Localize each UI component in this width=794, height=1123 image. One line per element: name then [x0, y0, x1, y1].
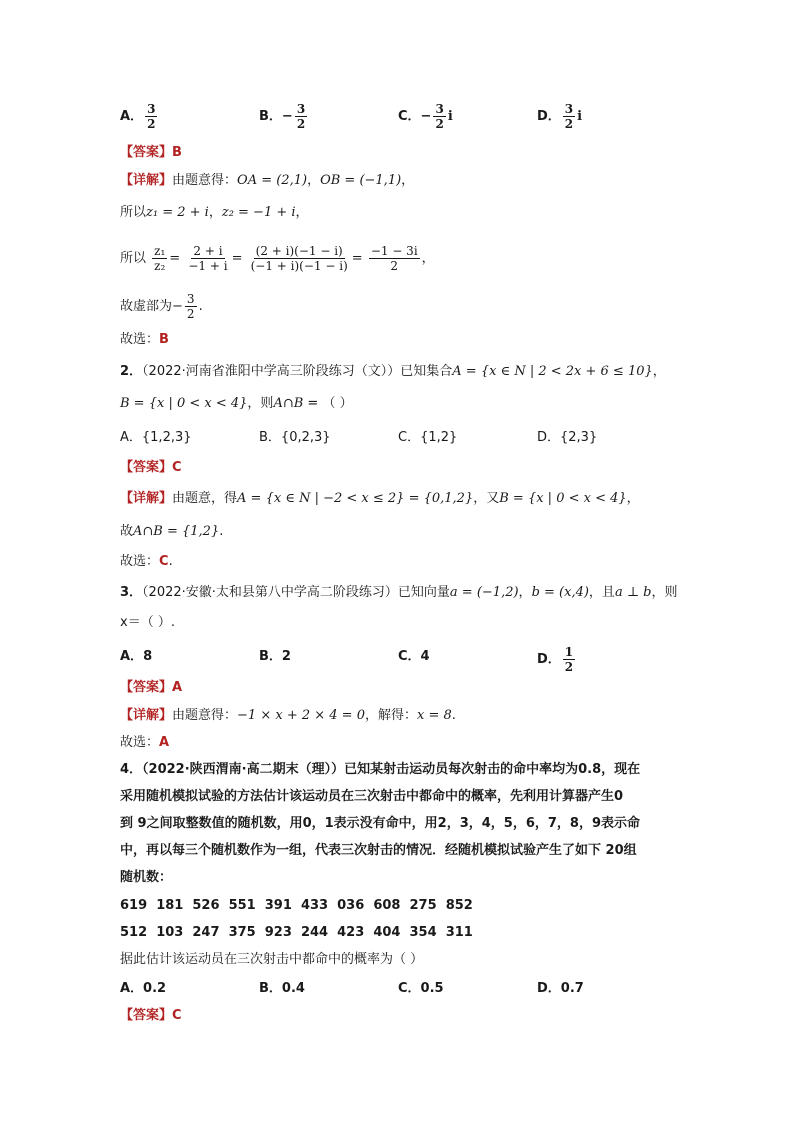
q2-stem-line2: B = {x | 0 < x < 4}，则A∩B = （ ） [120, 396, 353, 411]
q3-select: 故选：A [120, 735, 170, 750]
q2-option-a: A．{1,2,3} [120, 430, 192, 445]
q4-option-a: A．0.2 [120, 981, 167, 996]
q3-option-a: A．8 [120, 649, 153, 664]
q2-stem-line1: 2．（2022·河南省淮阳中学高三阶段练习（文））已知集合A = {x ∈ N | 2 < 2x + 6 ≤ 10}， [120, 364, 666, 379]
q1-select: 故选：B [120, 332, 169, 347]
q1-option-c: C．− $\frac{3}{2}$ i [398, 102, 453, 131]
q2-select: 故选：C. [120, 554, 173, 569]
q4-question: 据此估计该运动员在三次射击中都命中的概率为（ ） [120, 952, 424, 967]
q2-option-d: D．{2,3} [537, 430, 598, 445]
q4-random-numbers-row2: 512 103 247 375 923 244 423 404 354 311 [120, 925, 473, 940]
q3-option-b: B．2 [259, 649, 291, 664]
q3-option-d: D． $\frac{1}{2}$ [537, 645, 574, 674]
q3-option-c: C．4 [398, 649, 430, 664]
q1-detail-line1: 【详解】由题意得：OA = (2,1)，OB = (−1,1)， [120, 173, 415, 188]
q4-option-c: C．0.5 [398, 981, 444, 996]
q3-stem-line2: x＝（ ）. [120, 615, 175, 630]
q4-answer: 【答案】C [120, 1008, 182, 1023]
q2-option-c: C．{1,2} [398, 430, 458, 445]
q4-option-d: D．0.7 [537, 981, 584, 996]
q4-stem-line1: 4．（2022·陕西渭南·高二期末（理））已知某射击运动员每次射击的命中率均为0.8，现在 [120, 762, 641, 777]
q2-option-b: B．{0,2,3} [259, 430, 331, 445]
q4-stem-line5: 随机数： [120, 870, 173, 885]
q1-option-a: A． $\frac{3}{2}$ [120, 102, 156, 131]
q1-detail-line3: 所以 $\frac{\text{z₁}}{\text{z₂}}$ = $\frac{2 + i}{-1 + i}$ = $\frac{(2 + i)(-1 - i)}{(-1 + i)(-1 - i)}$ = $\frac{-1 - 3i}{2}$ ， [120, 244, 435, 273]
q1-detail-line2: 所以z₁ = 2 + i，z₂ = −1 + i， [120, 205, 309, 220]
q2-detail-line1: 【详解】由题意，得A = {x ∈ N | −2 < x ≤ 2} = {0,1,2}，又B = {x | 0 < x < 4}， [120, 491, 640, 506]
q2-answer: 【答案】C [120, 460, 182, 475]
q4-stem-line2: 采用随机模拟试验的方法估计该运动员在三次射击中都命中的概率，先利用计算器产生0 [120, 789, 624, 804]
q1-option-d: D． $\frac{3}{2}$ i [537, 102, 583, 131]
q3-detail: 【详解】由题意得：−1 × x + 2 × 4 = 0，解得：x = 8. [120, 708, 456, 723]
q2-detail-line2: 故A∩B = {1,2}. [120, 524, 224, 539]
q4-option-b: B．0.4 [259, 981, 305, 996]
q1-detail-line4: 故虚部为− $\frac{3}{2}$ . [120, 292, 203, 321]
q3-answer: 【答案】A [120, 680, 183, 695]
q4-stem-line3: 到 9之间取整数值的随机数，用0，1表示没有命中，用2，3，4，5，6，7，8，9表示命 [120, 816, 641, 831]
q4-random-numbers-row1: 619 181 526 551 391 433 036 608 275 852 [120, 898, 473, 913]
q4-stem-line4: 中，再以每三个随机数作为一组，代表三次射击的情况．经随机模拟试验产生了如下 20组 [120, 843, 637, 858]
q1-answer: 【答案】B [120, 145, 182, 160]
q3-stem-line1: 3．（2022·安徽·太和县第八中学高二阶段练习）已知向量a = (−1,2)，b = (x,4)，且a ⊥ b，则 [120, 585, 678, 600]
q1-option-b: B．− $\frac{3}{2}$ [259, 102, 306, 131]
